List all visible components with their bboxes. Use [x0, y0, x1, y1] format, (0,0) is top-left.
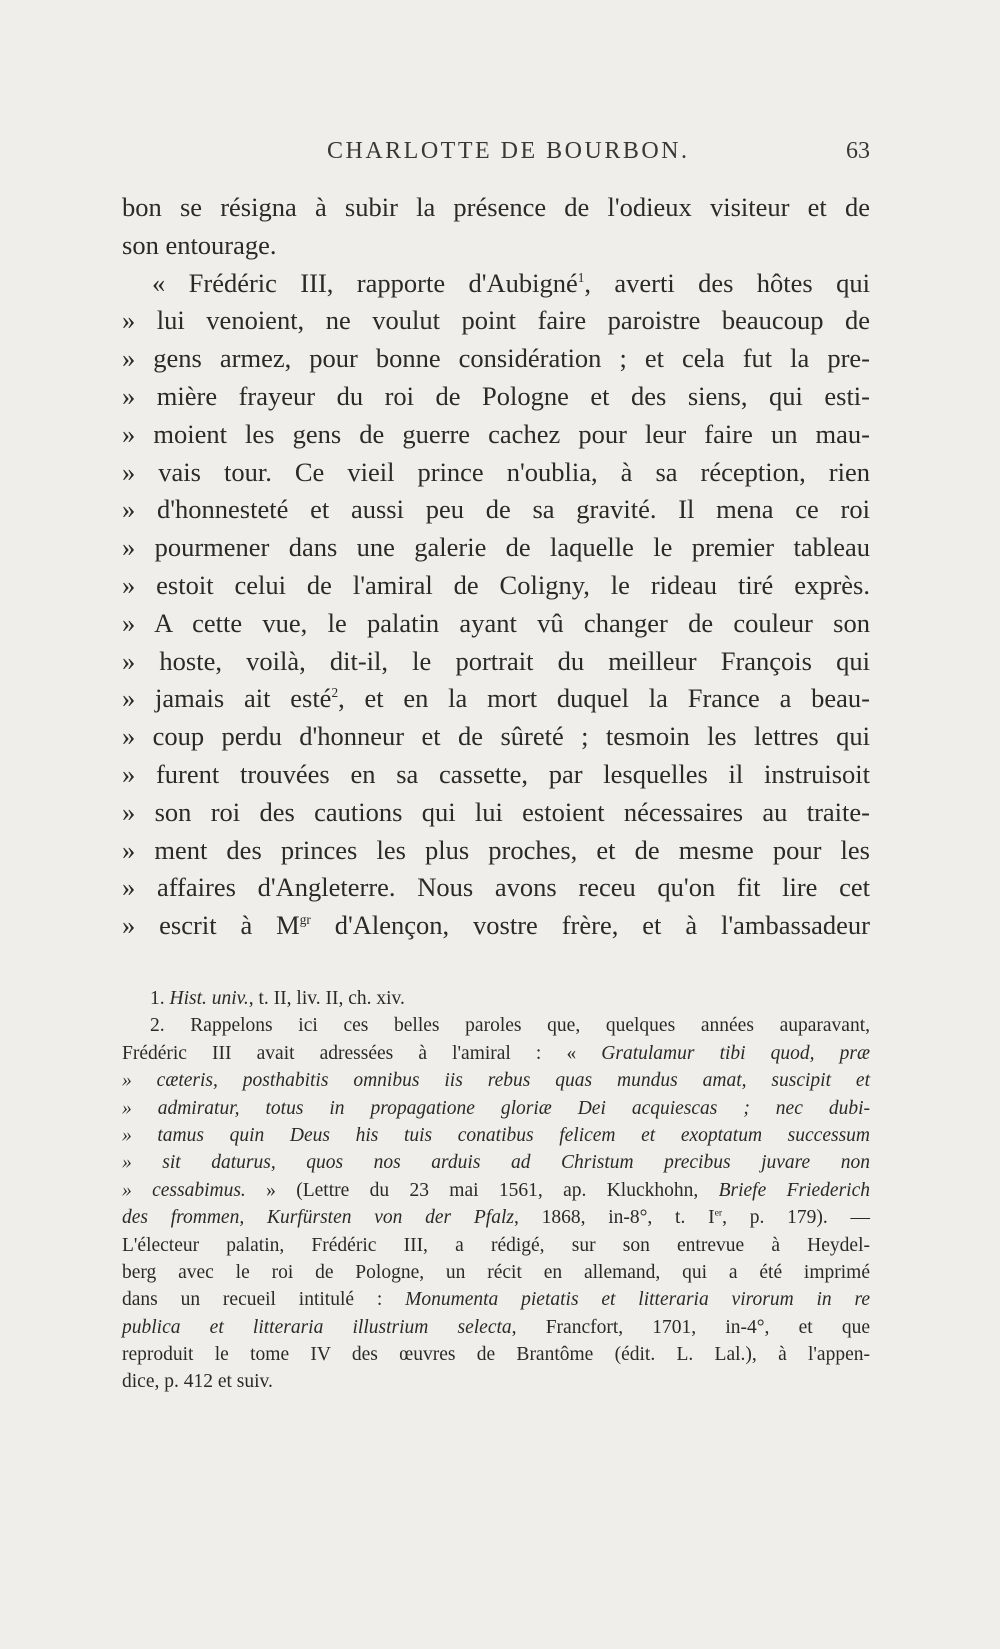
footnote-line [122, 1314, 870, 1341]
page-header [122, 138, 870, 178]
text-line: bon se résigna à subir la présence de l'odieux visiteur et de [122, 192, 870, 222]
text-line: » d'honnesteté et aussi peu de sa gravité. Il mena ce roi [122, 494, 870, 525]
book-title: publica et litteraria illustrium selecta [122, 1316, 512, 1338]
latin-quote: » cessabimus. [122, 1179, 246, 1201]
footnote-1 [122, 985, 870, 1012]
text-line: son entourage. [122, 229, 277, 260]
text-segment: , averti des hôtes qui [584, 267, 870, 298]
footnote-line [122, 1286, 870, 1313]
text-line [122, 680, 870, 718]
text-segment: dans un recueil intitulé : [122, 1289, 406, 1311]
text-line [122, 907, 870, 945]
text-line: » hoste, voilà, dit-il, le portrait du meilleur François qui [122, 645, 870, 676]
footnote-line: L'électeur palatin, Frédéric III, a rédigé, sur son entrevue à Heydel- [122, 1234, 870, 1256]
text-line [122, 265, 870, 303]
text-line: » mière frayeur du roi de Pologne et des siens, qui esti- [122, 380, 870, 411]
text-segment: , p. 179). — [722, 1207, 870, 1229]
text-line: » pourmener dans une galerie de laquelle le premier tableau [122, 532, 870, 563]
text-line: » A cette vue, le palatin ayant vû changer de couleur son [122, 607, 870, 638]
running-title: CHARLOTTE DE BOURBON. [327, 138, 690, 164]
book-title: Briefe Friederich [718, 1179, 870, 1201]
text-segment: , et en la mort duquel la France a beau- [338, 683, 870, 714]
footnotes [122, 985, 870, 1396]
footnote-line: » tamus quin Deus his tuis conatibus felicem et exoptatum successum [122, 1124, 870, 1146]
footnote-line: 2. Rappelons ici ces belles paroles que, quelques années auparavant, [150, 1015, 870, 1037]
text-segment: d'Alençon, vostre frère, et à l'ambassadeur [310, 910, 870, 941]
footnote-ref-text: , t. II, liv. II, ch. xiv. [248, 988, 405, 1009]
footnote-number: 1. [150, 988, 165, 1009]
book-title: Monumenta pietatis et litteraria virorum in re [405, 1289, 871, 1311]
footnote-line: dice, p. 412 et suiv. [122, 1371, 273, 1393]
text-segment: Frédéric III avait adressées à l'amiral : « [122, 1042, 602, 1064]
footnote-line: berg avec le roi de Pologne, un récit en allemand, qui a été imprimé [122, 1261, 870, 1283]
footnote-work: Hist. univ. [169, 988, 249, 1009]
superscript: gr [299, 912, 311, 928]
text-segment: » escrit à M [122, 910, 300, 941]
text-line: » gens armez, pour bonne considération ; et cela fut la pre- [122, 343, 870, 374]
page-number: 63 [846, 138, 870, 164]
text-segment: « Frédéric III, rapporte d'Aubigné [152, 267, 578, 298]
footnote-line: reproduit le tome IV des œuvres de Brantôme (édit. L. Lal.), à l'appen- [122, 1344, 870, 1366]
footnote-line: » sit daturus, quos nos arduis ad Christum precibus juvare non [122, 1152, 870, 1174]
text-line: » ment des princes les plus proches, et de mesme pour les [122, 834, 870, 865]
footnote-line [122, 1040, 870, 1067]
text-line: » lui venoient, ne voulut point faire paroistre beaucoup de [122, 305, 870, 336]
footnote-ref: 1 [577, 269, 585, 285]
text-segment: , 1868, in-8°, t. I [513, 1207, 715, 1229]
footnote-line: » admiratur, totus in propagatione gloriæ Dei acquiescas ; nec dubi- [122, 1097, 870, 1119]
text-segment: » jamais ait esté [122, 683, 332, 714]
footnote-line [122, 1177, 870, 1204]
text-segment: » (Lettre du 23 mai 1561, ap. Kluckhohn, [245, 1179, 719, 1201]
text-line: » furent trouvées en sa cassette, par lesquelles il instruisoit [122, 758, 870, 789]
text-line: » vais tour. Ce vieil prince n'oublia, à sa réception, rien [122, 456, 870, 487]
text-line: » son roi des cautions qui lui estoient nécessaires au traite- [122, 796, 870, 827]
text-line: » moient les gens de guerre cachez pour leur faire un mau- [122, 418, 870, 449]
main-text [122, 189, 870, 945]
footnote-ref: 2 [331, 685, 339, 701]
book-title: des frommen, Kurfürsten von der Pfalz [122, 1207, 514, 1229]
footnote-line: » cæteris, posthabitis omnibus iis rebus quas mundus amat, suscipit et [122, 1070, 870, 1092]
text-line: » estoit celui de l'amiral de Coligny, le rideau tiré exprès. [122, 569, 870, 600]
latin-quote: Gratulamur tibi quod, præ [601, 1042, 870, 1064]
text-line: » affaires d'Angleterre. Nous avons receu qu'on fit lire cet [122, 872, 870, 903]
text-segment: , Francfort, 1701, in-4°, et que [511, 1316, 870, 1338]
footnote-line [122, 1204, 870, 1231]
superscript: er [714, 1207, 723, 1219]
text-line: » coup perdu d'honneur et de sûreté ; tesmoin les lettres qui [122, 721, 870, 752]
